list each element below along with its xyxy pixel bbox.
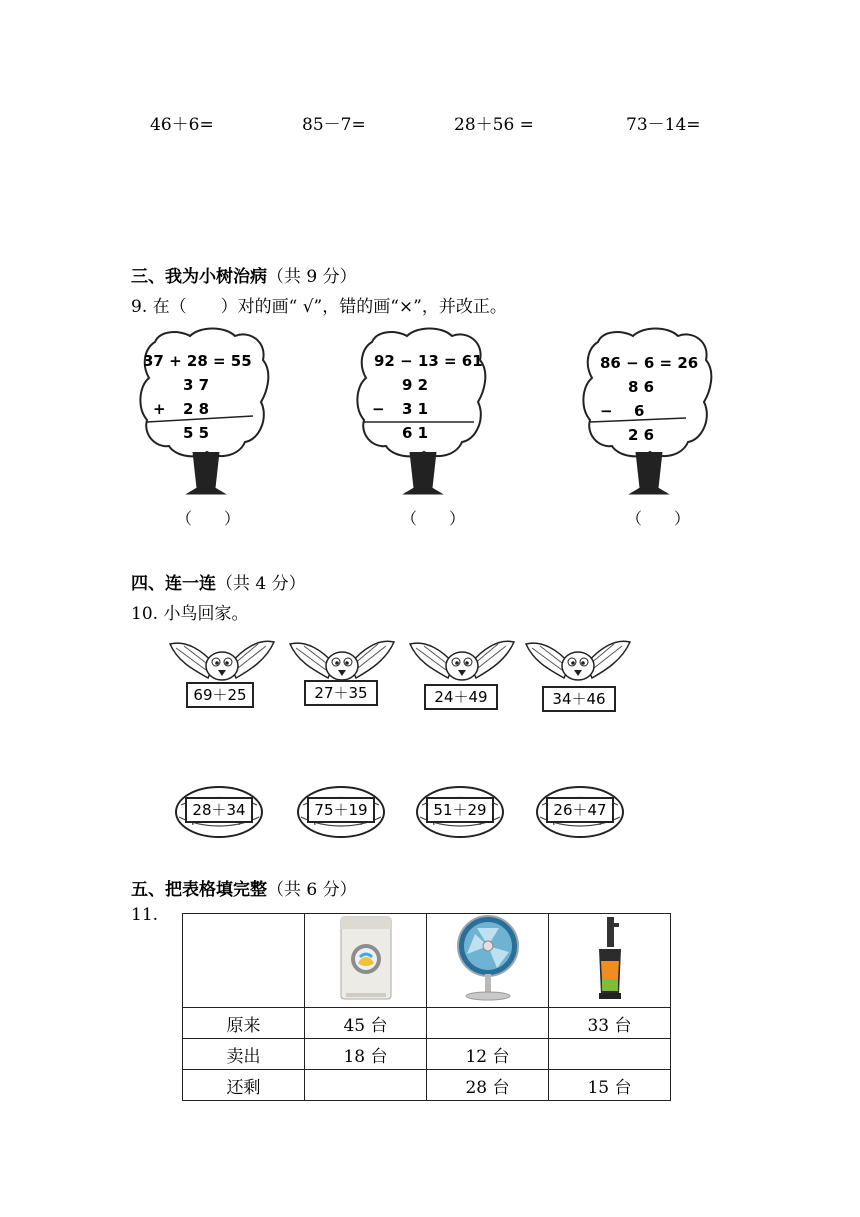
section-3-points: （共 9 分） <box>267 267 357 287</box>
nest-4[interactable] <box>534 783 626 841</box>
question-9: 9. 在（ ）对的画“ √”，错的画“×”，并改正。 <box>131 297 507 317</box>
row-label: 原来 <box>183 1008 305 1039</box>
tree-3 <box>578 322 718 502</box>
tree-2 <box>352 322 492 502</box>
table-row <box>183 1070 671 1101</box>
tree-2-equation: 92 − 13 = 61 <box>374 352 483 370</box>
table-cell[interactable]: 15 台 <box>549 1070 671 1101</box>
question-10: 10. 小鸟回家。 <box>131 604 249 624</box>
tree-3-equation: 86 − 6 = 26 <box>600 354 699 372</box>
tree-1 <box>135 322 275 502</box>
section-5-points: （共 6 分） <box>267 880 357 900</box>
table-cell[interactable]: 28 台 <box>427 1070 549 1101</box>
juicer-icon <box>592 915 628 1001</box>
tree-3-result: 2 6 <box>628 426 655 444</box>
fan-cell <box>427 914 549 1008</box>
table-corner-cell <box>183 914 305 1008</box>
table-header-row <box>183 914 671 1008</box>
nest-3-label: 51＋29 <box>426 797 494 823</box>
bird-4-label: 34＋46 <box>542 686 616 712</box>
answer-paren-1[interactable]: （ ） <box>176 509 241 528</box>
tree-1-top: 3 7 <box>183 376 210 394</box>
nest-1[interactable] <box>173 783 265 841</box>
table-row <box>183 1039 671 1070</box>
section-4-points: （共 4 分） <box>216 574 306 594</box>
table-cell[interactable]: 18 台 <box>305 1039 427 1070</box>
table-cell[interactable]: 45 台 <box>305 1008 427 1039</box>
tree-1-op: + <box>153 400 166 418</box>
tree-2-op: − <box>372 400 385 418</box>
section-4-title: 四、连一连 <box>131 574 216 594</box>
table-row <box>183 1008 671 1039</box>
tree-3-op: − <box>600 402 613 420</box>
section-3-heading <box>131 262 357 287</box>
equation-4: 73－14= <box>626 115 701 135</box>
tree-2-top: 9 2 <box>402 376 429 394</box>
bird-3[interactable] <box>406 630 518 718</box>
bird-1[interactable] <box>166 630 278 718</box>
tree-1-bottom: 2 8 <box>183 400 210 418</box>
equation-2: 85－7= <box>302 115 366 135</box>
tree-1-result: 5 5 <box>183 424 210 442</box>
section-5-title: 五、把表格填完整 <box>131 880 267 900</box>
row-label: 卖出 <box>183 1039 305 1070</box>
bird-2-label: 27＋35 <box>304 680 378 706</box>
tree-3-top: 8 6 <box>628 378 655 396</box>
equation-3: 28＋56 = <box>454 115 534 135</box>
section-4-heading <box>131 569 306 594</box>
table-cell[interactable]: 12 台 <box>427 1039 549 1070</box>
section-5-heading <box>131 875 357 900</box>
table-cell[interactable] <box>427 1008 549 1039</box>
table-cell[interactable] <box>305 1070 427 1101</box>
equation-1: 46＋6= <box>150 115 214 135</box>
bird-3-label: 24＋49 <box>424 684 498 710</box>
tree-icon <box>578 322 718 502</box>
table-cell[interactable] <box>549 1039 671 1070</box>
juicer-cell <box>549 914 671 1008</box>
bird-1-label: 69＋25 <box>186 682 254 708</box>
washing-machine-cell <box>305 914 427 1008</box>
nest-4-label: 26＋47 <box>546 797 614 823</box>
nest-3[interactable] <box>414 783 506 841</box>
fan-icon <box>453 914 523 1002</box>
question-11: 11. <box>131 905 159 925</box>
bird-2[interactable] <box>286 630 398 718</box>
answer-paren-3[interactable]: （ ） <box>626 509 691 528</box>
answer-paren-2[interactable]: （ ） <box>401 509 466 528</box>
table-cell[interactable]: 33 台 <box>549 1008 671 1039</box>
appliance-table <box>182 913 671 1101</box>
washing-machine-icon <box>338 915 394 1001</box>
row-label: 还剩 <box>183 1070 305 1101</box>
tree-3-bottom: 6 <box>634 402 645 420</box>
section-3-title: 三、我为小树治病 <box>131 267 267 287</box>
tree-2-result: 6 1 <box>402 424 429 442</box>
nest-2-label: 75＋19 <box>307 797 375 823</box>
nest-1-label: 28＋34 <box>185 797 253 823</box>
tree-1-equation: 37 + 28 = 55 <box>143 352 252 370</box>
tree-2-bottom: 3 1 <box>402 400 429 418</box>
bird-4[interactable] <box>522 630 634 718</box>
nest-2[interactable] <box>295 783 387 841</box>
